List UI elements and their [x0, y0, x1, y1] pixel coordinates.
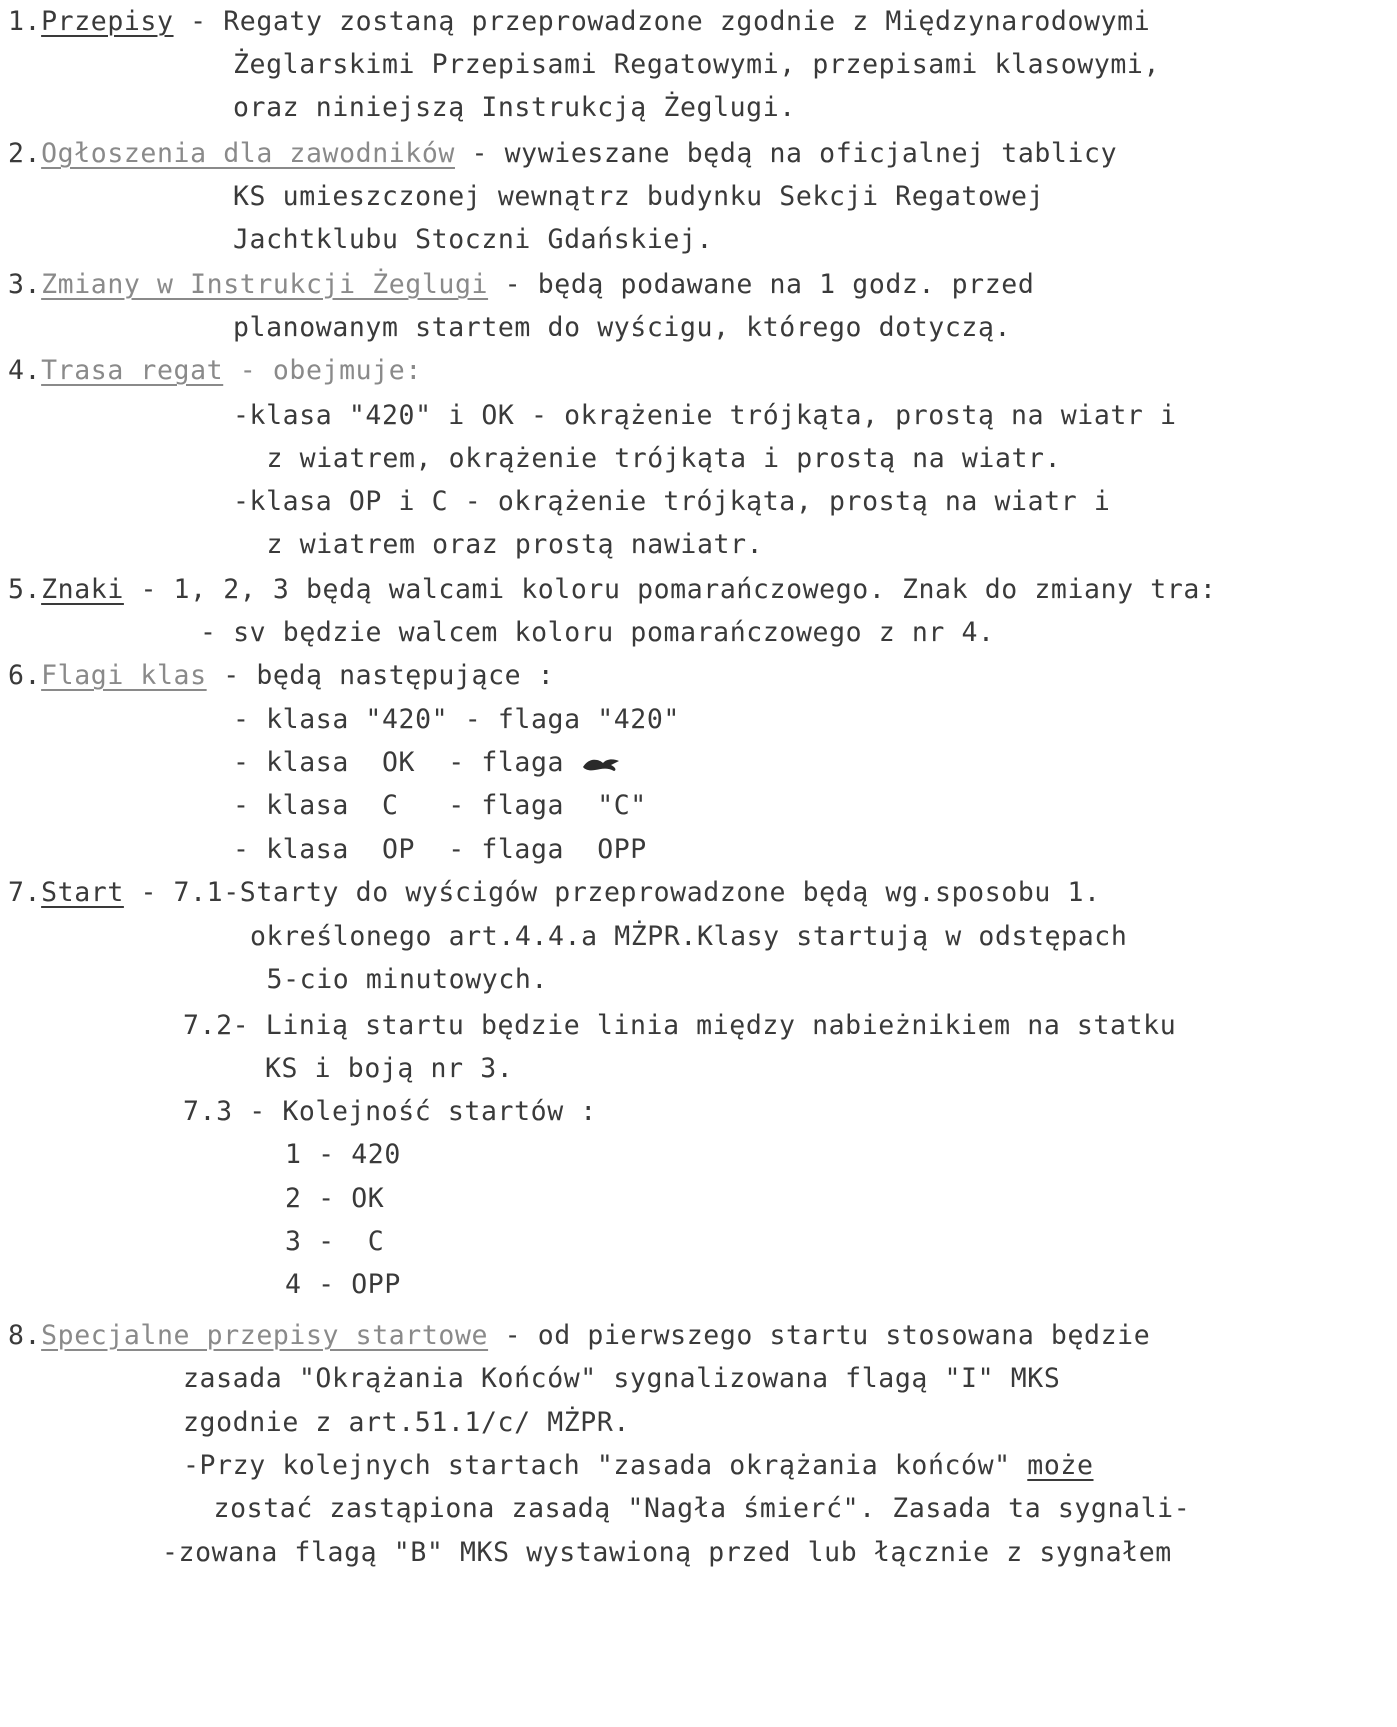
text-segment: 1.: [8, 6, 42, 37]
text-segment: - sv będzie walcem koloru pomarańczowego z nr 4.: [200, 617, 995, 648]
text-segment: 5.: [8, 574, 42, 605]
text-line: [233, 400, 1177, 432]
section-heading: Start: [41, 877, 124, 908]
text-line: [233, 747, 621, 779]
section-heading: Ogłoszenia dla zawodników: [41, 138, 455, 169]
text-line: [233, 49, 1160, 81]
text-line: [233, 92, 796, 124]
text-segment: 2 - OK: [285, 1183, 385, 1214]
text-segment: - 1, 2, 3 będą walcami koloru pomarańczowego. Znak do zmiany tra:: [123, 574, 1217, 605]
text-line: [250, 964, 548, 996]
text-segment: z wiatrem oraz prostą nawiatr.: [250, 529, 764, 560]
text-line: [183, 1363, 1060, 1395]
text-line: [250, 921, 1127, 953]
text-segment: planowanym startem do wyścigu, którego dotyczą.: [233, 312, 1012, 343]
text-segment: - klasa C - flaga "C": [233, 790, 647, 821]
text-line: [8, 355, 422, 387]
text-segment: -Przy kolejnych startach "zasada okrążania końców": [183, 1450, 1028, 1481]
text-line: [162, 1537, 1172, 1569]
text-line: [285, 1226, 384, 1258]
text-segment: -zowana flagą "B" MKS wystawioną przed lub łącznie z sygnałem: [162, 1537, 1172, 1568]
text-segment: KS i boją nr 3.: [265, 1053, 514, 1084]
text-segment: 3.: [8, 269, 42, 300]
text-line: [265, 1053, 513, 1085]
section-heading: Przepisy: [41, 6, 174, 37]
text-segment: Jachtklubu Stoczni Gdańskiej.: [233, 224, 714, 255]
ink-smudge-icon: [581, 755, 621, 773]
text-line: [233, 181, 1044, 213]
text-line: [233, 486, 1110, 518]
text-segment: określonego art.4.4.a MŻPR.Klasy startują w odstępach: [250, 921, 1128, 952]
text-segment: 4 - OPP: [285, 1269, 401, 1300]
text-segment: zostać zastąpiona zasadą "Nagła śmierć". Zasada ta sygnali-: [197, 1493, 1191, 1524]
text-segment: 7.2- Linią startu będzie linia między nabieżnikiem na statku: [183, 1010, 1177, 1041]
text-line: [250, 529, 763, 561]
text-segment: - klasa OP - flaga OPP: [233, 834, 647, 865]
text-segment: z wiatrem, okrążenie trójkąta i prostą na wiatr.: [250, 443, 1062, 474]
text-segment: - klasa OK - flaga: [233, 747, 581, 778]
text-line: [233, 790, 647, 822]
text-line: [8, 660, 554, 692]
text-segment: -klasa "420" i OK - okrążenie trójkąta, prostą na wiatr i: [233, 400, 1177, 431]
text-segment: -klasa OP i C - okrążenie trójkąta, prostą na wiatr i: [233, 486, 1111, 517]
text-segment: - będą podawane na 1 godz. przed: [488, 269, 1035, 300]
text-segment: 4.: [8, 355, 42, 386]
section-heading: Flagi klas: [41, 660, 207, 691]
section-heading: może: [1027, 1450, 1094, 1481]
section-heading: Specjalne przepisy startowe: [41, 1320, 489, 1351]
section-heading: Zmiany w Instrukcji Żeglugi: [41, 269, 489, 300]
text-segment: - Regaty zostaną przeprowadzone zgodnie z Międzynarodowymi: [173, 6, 1151, 37]
text-segment: - będą następujące :: [206, 660, 555, 691]
text-line: [233, 224, 713, 256]
text-line: [8, 138, 1117, 170]
text-line: [250, 443, 1061, 475]
text-segment: - od pierwszego startu stosowana będzie: [488, 1320, 1151, 1351]
text-segment: 7.: [8, 877, 42, 908]
text-line: [233, 704, 680, 736]
text-line: [8, 1320, 1150, 1352]
text-segment: 6.: [8, 660, 42, 691]
text-segment: - 7.1-Starty do wyścigów przeprowadzone będą wg.sposobu 1.: [123, 877, 1101, 908]
text-line: [285, 1269, 401, 1301]
text-line: [183, 1010, 1176, 1042]
text-line: [197, 1493, 1190, 1525]
text-segment: - obejmuje:: [223, 355, 422, 386]
text-segment: - wywieszane będą na oficjalnej tablicy: [454, 138, 1118, 169]
section-heading: Znaki: [41, 574, 124, 605]
text-segment: 8.: [8, 1320, 42, 1351]
text-segment: oraz niniejszą Instrukcją Żeglugi.: [233, 92, 796, 123]
text-line: [8, 6, 1150, 38]
text-line: [285, 1183, 384, 1215]
text-segment: - klasa "420" - flaga "420": [233, 704, 680, 735]
text-line: [233, 312, 1011, 344]
text-segment: 3 - C: [285, 1226, 385, 1257]
text-segment: KS umieszczonej wewnątrz budynku Sekcji Regatowej: [233, 181, 1045, 212]
text-line: [183, 1096, 597, 1128]
text-segment: 5-cio minutowych.: [250, 964, 548, 995]
text-line: [285, 1139, 401, 1171]
text-segment: 7.3 - Kolejność startów :: [183, 1096, 597, 1127]
text-line: [233, 834, 647, 866]
text-segment: Żeglarskimi Przepisami Regatowymi, przepisami klasowymi,: [233, 49, 1161, 80]
section-heading: Trasa regat: [41, 355, 224, 386]
text-segment: zgodnie z art.51.1/c/ MŻPR.: [183, 1407, 630, 1438]
text-line: [8, 269, 1034, 301]
text-line: [183, 1450, 1094, 1482]
text-line: [8, 574, 1216, 606]
text-line: [200, 617, 995, 649]
text-segment: zasada "Okrążania Końców" sygnalizowana flagą "I" MKS: [183, 1363, 1061, 1394]
text-line: [183, 1407, 630, 1439]
text-segment: 1 - 420: [285, 1139, 401, 1170]
text-line: [8, 877, 1101, 909]
text-segment: 2.: [8, 138, 42, 169]
